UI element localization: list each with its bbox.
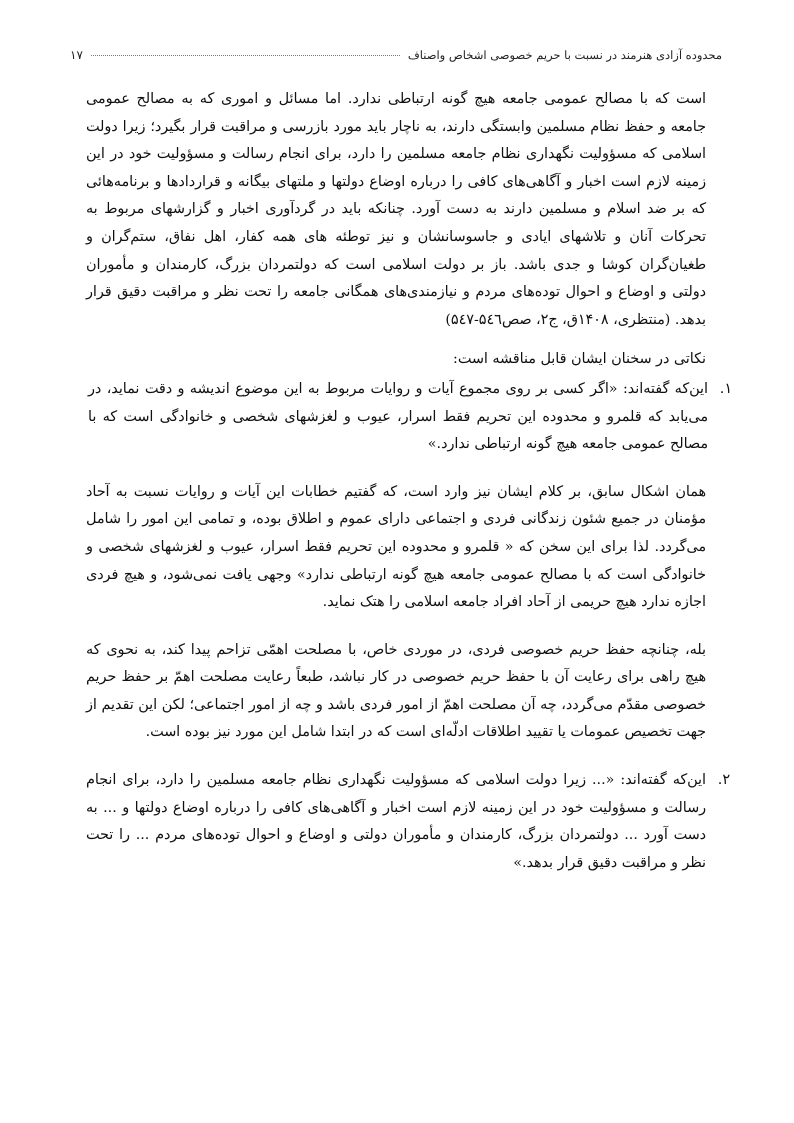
header-dot-leader (91, 55, 400, 56)
running-header (70, 48, 722, 62)
running-header-title: محدوده آزادی هنرمند در نسبت با حریم خصوصی اشخاص واصناف (407, 48, 722, 62)
body-text (86, 86, 732, 877)
numbered-item-2 (86, 767, 730, 877)
item-number-2: ۲. (717, 772, 730, 789)
item-text-2: این‌که گفته‌اند: «... زیرا دولت اسلامی که مسؤولیت نگهداری نظام جامعه مسلمین را دارد، برای انجام رسالت و مسؤولیت خود در این زمینه لازم است اخبار و آگاهی‌های کافی را درباره اوضاع دولتها و ... به دست آورد ... دولتمردان بزرگ، کارمندان و مأموران دولتی و اوضاع و احوال توده‌های مردم ... را تحت نظر و مراقبت دقیق قرار بدهد.» (86, 772, 706, 871)
page-number: ۱۷ (70, 48, 83, 62)
item-text-1: این‌که گفته‌اند: «اگر کسی بر روی مجموع آیات و روایات مربوط به این موضوع اندیشه و دقت نماید، در می‌یابد که قلمرو و محدوده این تحریم فقط اسرار، عیوب و لغزشهای شخصی و خانوادگی است که با مصالح عمومی جامعه هیچ گونه ارتباطی ندارد.» (88, 380, 708, 453)
quote-continuation (86, 86, 706, 334)
numbered-item-1 (88, 376, 732, 459)
quote-paragraph: است که با مصالح عمومی جامعه هیچ گونه ارتباطی ندارد. اما مسائل و اموری که به مصالح عمومی جامعه و حفظ نظام مسلمین وابستگی دارند، به ناچار باید مورد بازرسی و مراقبت قرار بگیرد؛ زیرا دولت اسلامی که مسؤولیت نگهداری نظام جامعه مسلمین را دارد، برای انجام رسالت و مسؤولیت خود در این زمینه لازم است اخبار و آگاهی‌های کافی را درباره اوضاع دولتها و ملتهای بیگانه و قراردادها و برنامه‌هائی که بر ضد اسلام و مسلمین دارند به دست آورد. چنانکه باید در گردآوری اخبار و گزارشهای مربوط به تحرکات آنان و تلاشهای ایادی و جاسوسانشان و نیز توطئه های همه کفار، اهل نفاق، ستم‌گران و طغیان‌گران کوشا و جدی باشد. باز بر دولت اسلامی است که دولتمردان بزرگ، کارمندان و مأموران دولتی و اوضاع و احوال توده‌های مردم و نیازمندی‌های همگانی جامعه را تحت نظر و مراقبت دقیق قرار بدهد. (منتظری، ۱۴۰۸ق، ج۲، صص۵٤٦-۵٤۷) (86, 91, 706, 328)
paragraph-3: بله، چنانچه حفظ حریم خصوصی فردی، در موردی خاص، با مصلحت اهمّی تزاحم پیدا کند، به نحوی که هیچ راهی برای رعایت آن با حفظ حریم خصوصی در کار نباشد، طبعاً رعایت مصلحت اهمّ بر حفظ حریم خصوصی مقدّم می‌گردد، چه آن مصلحت اهمّ از امور فردی باشد و چه از امور اجتماعی؛ لکن این تقدیم از جهت تخصیص عمومات یا تقیید اطلاقات ادلّه‌ای است که در ابتدا شامل این مورد نیز بوده است. (86, 641, 706, 741)
item-number-1: ۱. (719, 380, 732, 397)
intro-line: نکاتی در سخنان ایشان قابل مناقشه است: (453, 351, 706, 368)
paragraph-2: همان اشکال سابق، بر کلام ایشان نیز وارد است، که گفتیم خطابات این آیات و روایات نسبت به آحاد مؤمنان در جمیع شئون زندگانی فردی و اجتماعی دارای عموم و اطلاق بوده، و تمامی این امور را شامل می‌گردد. لذا برای این سخن که « قلمرو و محدوده این تحریم فقط اسرار، عیوب و لغزشهای شخصی و خانوادگی است که با مصالح عمومی جامعه هیچ گونه ارتباطی ندارد» وجهی یافت نمی‌شود، و هیچ فردی اجازه ندارد هیچ حریمی از آحاد افراد جامعه اسلامی را هتک نماید. (86, 483, 706, 611)
